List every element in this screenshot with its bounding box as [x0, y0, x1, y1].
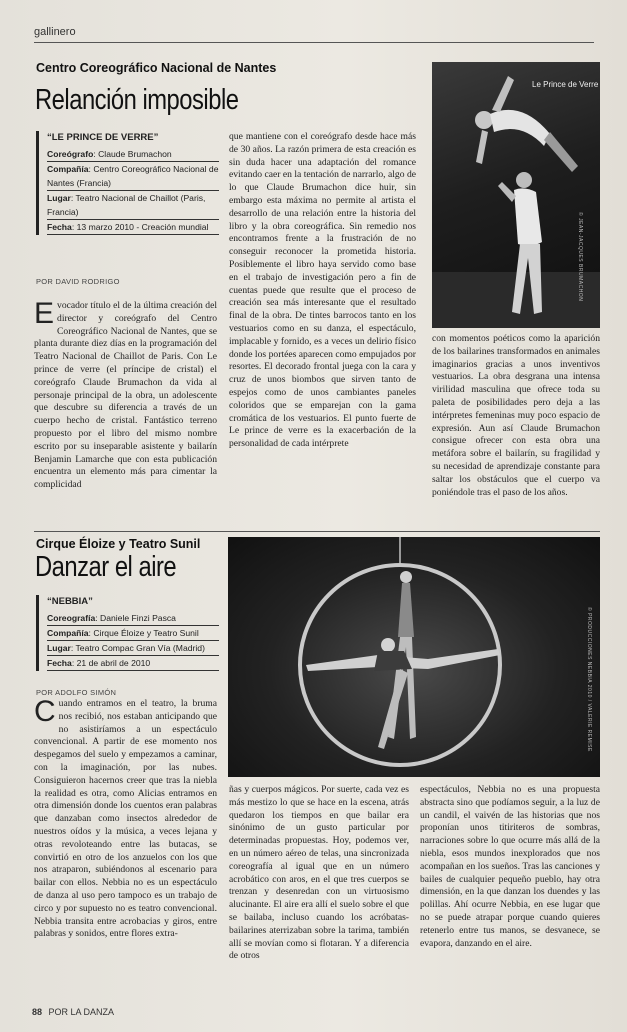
article-divider	[34, 531, 600, 532]
infobox-title: “LE PRINCE DE VERRE”	[47, 132, 159, 143]
article1-byline: POR DAVID RODRIGO	[36, 277, 120, 286]
page-footer	[32, 1007, 114, 1017]
article1-headline: Relanción imposible	[35, 84, 239, 116]
article1-col1-text: vocador título el de la última creación del director y coreógrafo del Centro Coreográfico Nacional de Nantes, que se planta durante diez días en la programación del Teatro Nacional de Chaillot de Paris. Con Le prince de verre (el príncipe de cristal) el coreógrafo Claude Brumachon da vida al personaje principal de la obra, un adolescente que descubre su diferencia a través de un cuerpo hecho de cristal. Fantástico terreno propuesto por el libro del mismo nombre escrito por su inseparable asistente y bailarín Benjamin Lamarche que con esta publicación encuentra un elemento más para cimentar la complicidad	[34, 300, 217, 491]
article2-photo	[228, 537, 600, 777]
article2-column-1	[34, 698, 217, 1000]
article2-column-2	[229, 784, 409, 1000]
dancers-illustration	[432, 62, 600, 328]
article2-col1-text: uando entramos en el teatro, la bruma nos recibió, nos estaban anticipando que no asistiríamos a un espectáculo convencional. A partir de ese momento nos despegamos del suelo y empezamos a caminar, con la imaginación, por las nubes. Consiguieron hacernos creer que tras la niebla la realidad es otra, como Alicias entramos en otra dimensión donde los cuentos eran palabras que danzaban como insectos alrededor de nuestros oídos y la música, a veces lejana y otras revoloteando entre las butacas, se convirtió en otro de los anzuelos con los que nos atraparon, subiéndonos al escenario para bailar con ellos. Nebbia no es un espectáculo de danza al uso pero tampoco es un trabajo de circo y por supuesto no es teatro convencional. Nebbia transita entre acrobacias y giros, entre palabras y sonidos, entre flores extra-	[34, 698, 217, 940]
infobox-row-compania: Compañía: Centro Coreográfico Nacional de Nantes (Francia)	[47, 162, 219, 191]
infobox-row-lugar: Lugar: Teatro Nacional de Chaillot (Paris, Francia)	[47, 191, 219, 220]
article2-col2-text: ñas y cuerpos mágicos. Por suerte, cada vez es más mestizo lo que se hace en la escena, atrás quedaron los tiempos en que bailar era sinónimo de un gusto particular por determinadas propuestas. Hoy, podemos ver, en un número aéreo de telas, una sincronizada coreografía al igual que en un número acrobático con aros, en el que tres cuerpos se trenzan y desenredan con un virtuosismo alucinante. El aire era allí el suelo sobre el que se bailaba, incluso cuando los acróbatas-bailarines aterrizaban sobre la tarima, también allí se movían como si flotaran. Y a diferencia de otros	[229, 784, 409, 962]
infobox-title: “NEBBIA”	[47, 596, 93, 607]
article1-col3-text: con momentos poéticos como la aparición de los bailarines transformados en animales imaginarios gracias a unos inventivos vestuarios. La obra desgrana una intensa virilidad masculina que ofrece toda su paleta de posibilidades pero deja a las intérpretes femeninas muy poco espacio de expresión. Aun así Claude Brumachon consigue ofrecer con esta obra una metáfora sobre el bailarín, su fragilidad y su necesidad de aprendizaje constante para saltar los obstáculos que el cuerpo va poniéndole tras el paso de los años.	[432, 333, 600, 498]
page-number: 88	[32, 1007, 43, 1017]
article1-col2-text: que mantiene con el coreógrafo desde hace más de 30 años. La razón primera de esta creación es sin duda hacer una adaptación del romance evitando caer en la tentación de narrarlo, algo de lo que Claude Brumachon dice huir, sin embargo esta máxima no permite al artista el desarrollo de una relación entre la historia del libro y la obra coreográfica. Sin remedio nos encontramos frente a la frustración de no conseguir reconocer la prometida historia. Posiblemente el libro haya servido como base en el trabajo de investigación pero a fin de cuentas puede que resulte que el proceso de creación sea más interesante que el resultado final de la obra. De tintes barrocos tanto en los vestuarios como en su danza, el espectáculo, implacable y fornido, es a veces un delirio físico donde los portées aparecen como empujados por resortes. El decorado frontal juega con la cara y cruz de unos biombos que sirven tanto de espejos como de unos cambiantes paneles coloridos que se emparejan con la gama cromática de los vestuarios. El punto fuerte de Le prince de verre es la exacerbación de la personalidad de cada intérprete	[229, 131, 416, 450]
article2-photo-credit: © PRODUCCIONES NEBBIA 2010 / VALERIE REMISE	[586, 607, 592, 752]
article1-photo	[432, 62, 600, 328]
article1-infobox	[36, 131, 219, 235]
infobox-row-fecha: Fecha: 13 marzo 2010 - Creación mundial	[47, 220, 219, 235]
article1-kicker: Centro Coreográfico Nacional de Nantes	[36, 61, 277, 75]
magazine-name: POR LA DANZA	[48, 1007, 115, 1017]
infobox-row-coreografo: Coreógrafo: Claude Brumachon	[47, 147, 219, 162]
article2-col3-text: espectáculos, Nebbia no es una propuesta abstracta sino que podíamos seguir, a la luz de un candil, el vaivén de las historias que nos proponían unos titiriteros de sombras, narraciones sobre lo que ocurre más allá de la niebla, esos mundos inexplorados que nos acompañan en los sueños. Tras las canciones y bailes de cualquier pequeño pueblo, hay otra dimensión, en la que danzan los duendes y las polillas. Ahí ocurre Nebbia, en ese lugar que no se puede atrapar porque cuando quieres retenerlo entre tus manos, se desvanece, se evapora, danzando en el aire.	[420, 784, 600, 949]
article1-column-1	[34, 300, 217, 525]
article2-column-3	[420, 784, 600, 1000]
article2-byline: POR ADOLFO SIMÓN	[36, 688, 117, 697]
article1-column-2	[229, 131, 416, 525]
infobox-row-lugar: Lugar: Teatro Compac Gran Vía (Madrid)	[47, 641, 219, 656]
article1-photo-credit: © JEAN-JACQUES BRUMACHON	[577, 212, 583, 302]
article1-dropcap: E	[34, 300, 55, 330]
article2-infobox	[36, 595, 219, 671]
aerial-hoop-illustration	[228, 537, 600, 777]
section-runner: gallinero	[34, 26, 76, 38]
infobox-row-coreografia: Coreografía: Daniele Finzi Pasca	[47, 611, 219, 626]
header-rule	[34, 42, 594, 43]
article1-column-3	[432, 333, 600, 525]
article2-dropcap: C	[34, 698, 56, 728]
infobox-row-fecha: Fecha: 21 de abril de 2010	[47, 656, 219, 671]
article2-headline: Danzar el aire	[35, 551, 177, 583]
article1-photo-caption: Le Prince de Verre	[532, 80, 599, 89]
infobox-row-compania: Compañía: Cirque Éloize y Teatro Sunil	[47, 626, 219, 641]
article2-kicker: Cirque Éloize y Teatro Sunil	[36, 537, 201, 551]
